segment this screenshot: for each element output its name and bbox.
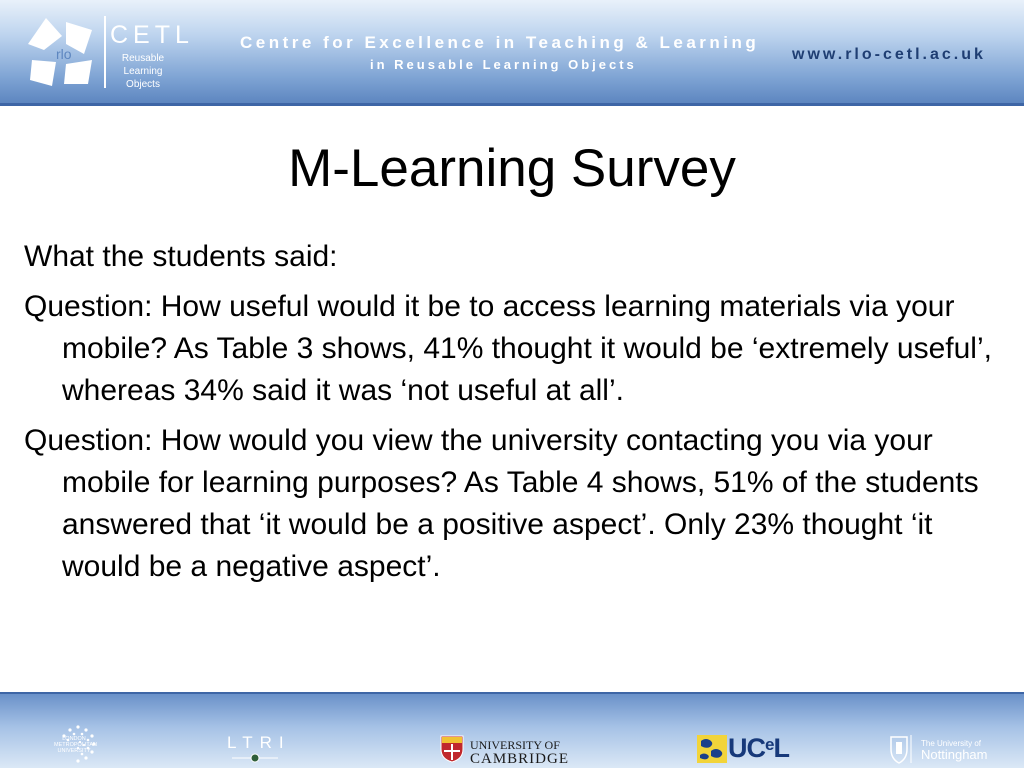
- header-divider-line: [0, 103, 1024, 106]
- ucel-prefix: UC: [728, 733, 765, 763]
- logo-rlo-text: rlo: [56, 46, 72, 62]
- nottingham-crest-icon: [887, 733, 915, 765]
- london-met-line: UNIVERSITY: [57, 748, 91, 754]
- cambridge-line-2: CAMBRIDGE: [470, 751, 570, 767]
- rlo-line: Reusable: [121, 53, 165, 64]
- cambridge-crest-icon: [440, 735, 464, 763]
- centre-subtitle: in Reusable Learning Objects: [370, 57, 637, 72]
- intro-paragraph: What the students said:: [24, 240, 338, 273]
- london-met-line: METROPOLITAN: [54, 742, 97, 748]
- cambridge-line-1: UNIVERSITY OF: [470, 738, 560, 752]
- ltri-logo-text: LTRI: [227, 733, 291, 752]
- rlo-line: Learning: [123, 66, 163, 77]
- london-met-text: [54, 736, 97, 754]
- question-paragraph-1: Question: How useful would it be to access learning materials via your mobile? As Table 3 shows, 41% thought it would be ‘extremely useful’, whereas 34% said it was ‘not useful at all’.: [24, 290, 992, 407]
- slide-title: M-Learning Survey: [288, 139, 736, 198]
- ucel-e: e: [765, 735, 774, 754]
- cetl-label: CETL: [110, 21, 194, 49]
- nottingham-small-text: The University of: [921, 739, 982, 748]
- nottingham-name: Nottingham: [921, 747, 988, 762]
- ucel-lions-icon: [697, 735, 727, 763]
- ucel-suffix: L: [773, 733, 789, 763]
- centre-title: Centre for Excellence in Teaching & Learning: [240, 33, 760, 52]
- logo-divider: [104, 16, 106, 88]
- london-met-line: LONDON: [62, 736, 86, 742]
- rlo-line: Objects: [126, 79, 160, 90]
- rlo-subtitle: [112, 52, 174, 91]
- ltri-emblem-icon: [232, 752, 278, 764]
- website-url[interactable]: www.rlo-cetl.ac.uk: [792, 46, 986, 63]
- slide-content: [24, 236, 1004, 596]
- question-paragraph-2: Question: How would you view the university contacting you via your mobile for learning purposes? As Table 4 shows, 51% of the students answered that ‘it would be a positive aspect’. Only 23% thought ‘it would be a negative aspect’.: [24, 424, 979, 583]
- recycle-logo-icon: [22, 14, 98, 90]
- ucel-logo-text: [728, 733, 789, 764]
